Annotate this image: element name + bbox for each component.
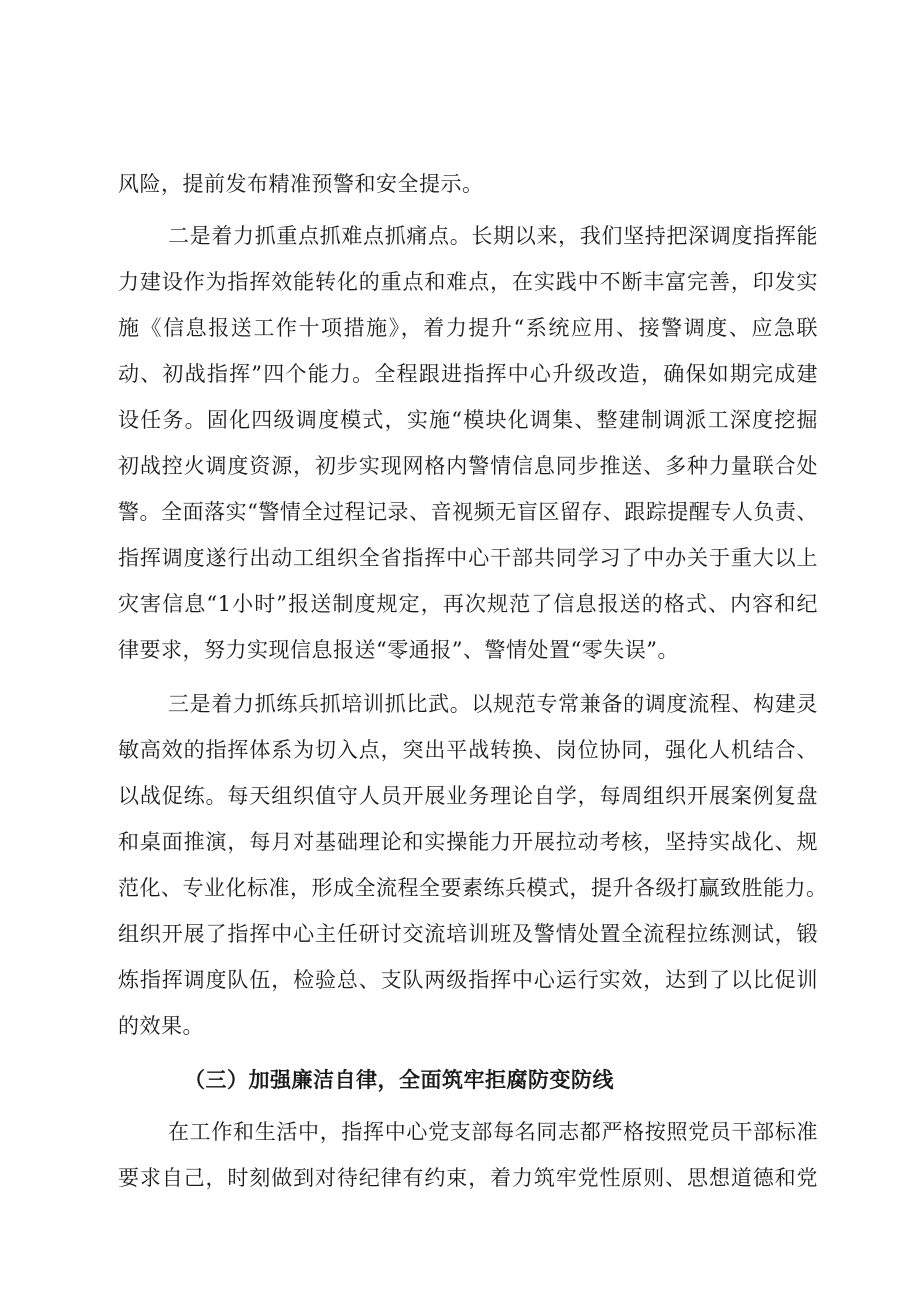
paragraph-line: 律要求，努力实现信息报送“零通报”、警情处置“零失误”。 <box>118 638 679 662</box>
paragraph-line: 施《信息报送工作十项措施》，着力提升“系统应用、接警调度、应急联 <box>118 316 818 340</box>
paragraph-line: 指挥调度遂行出动工组织全省指挥中心干部共同学习了中办关于重大以上 <box>118 546 818 570</box>
paragraph-line: 和桌面推演，每月对基础理论和实操能力开展拉动考核，坚持实战化、规 <box>118 830 818 854</box>
paragraph-line: 风险，提前发布精准预警和安全提示。 <box>118 172 484 196</box>
paragraph-line: 警。全面落实“警情全过程记录、音视频无盲区留存、跟踪提醒专人负责、 <box>118 500 818 524</box>
paragraph-line: 的效果。 <box>118 1014 204 1038</box>
paragraph-line: 要求自己，时刻做到对待纪律有约束，着力筑牢党性原则、思想道德和党 <box>118 1166 818 1190</box>
paragraph-line: 敏高效的指挥体系为切入点，突出平战转换、岗位协同，强化人机结合、 <box>118 738 818 762</box>
paragraph-line: 在工作和生活中，指挥中心党支部每名同志都严格按照党员干部标准 <box>168 1120 818 1144</box>
paragraph-line: 动、初战指挥”四个能力。全程跟进指挥中心升级改造，确保如期完成建 <box>118 362 818 386</box>
paragraph-line: 二是着力抓重点抓难点抓痛点。长期以来，我们坚持把深调度指挥能 <box>168 224 818 248</box>
paragraph-line: 范化、专业化标准，形成全流程全要素练兵模式，提升各级打赢致胜能力。 <box>118 876 828 900</box>
paragraph-line: 设任务。固化四级调度模式，实施“模块化调集、整建制调派工深度挖掘 <box>118 408 818 432</box>
paragraph-line: 初战控火调度资源，初步实现网格内警情信息同步推送、多种力量联合处 <box>118 454 818 478</box>
paragraph-line: 组织开展了指挥中心主任研讨交流培训班及警情处置全流程拉练测试，锻 <box>118 922 818 946</box>
paragraph-line: 力建设作为指挥效能转化的重点和难点，在实践中不断丰富完善，印发实 <box>118 270 818 294</box>
section-heading: （三）加强廉洁自律，全面筑牢拒腐防变防线 <box>184 1068 614 1092</box>
paragraph-line: 以战促练。每天组织值守人员开展业务理论自学，每周组织开展案例复盘 <box>118 784 818 808</box>
paragraph-line: 三是着力抓练兵抓培训抓比武。以规范专常兼备的调度流程、构建灵 <box>168 692 818 716</box>
paragraph-line: 灾害信息“1小时”报送制度规定，再次规范了信息报送的格式、内容和纪 <box>118 592 818 616</box>
paragraph-line: 炼指挥调度队伍，检验总、支队两级指挥中心运行实效，达到了以比促训 <box>118 968 818 992</box>
